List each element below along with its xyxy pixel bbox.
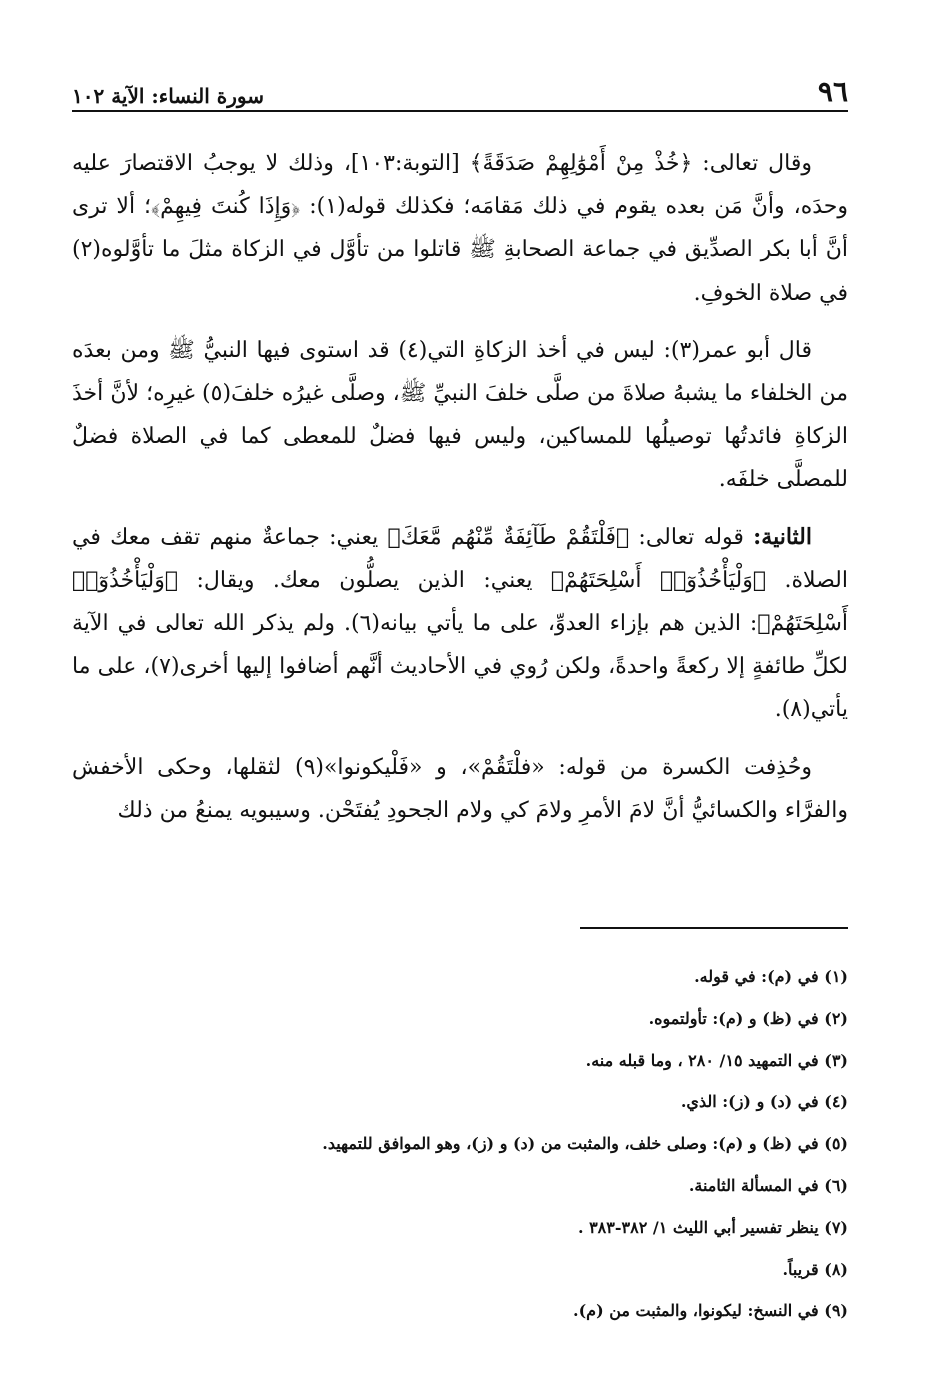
section-label: الثانية: <box>753 523 812 550</box>
footnote-3: (٣) في التمهيد ١٥/ ٢٨٠ ، وما قبله منه. <box>585 1050 848 1070</box>
footnote-7: (٧) ينظر تفسير أبي الليث ١/ ٣٨٢-٣٨٣ . <box>577 1217 848 1237</box>
footnote-4: (٤) في (د) و (ز): الذي. <box>680 1092 848 1112</box>
header-rule <box>72 110 848 112</box>
paragraph-4: وحُذِفت الكسرة من قوله: «فلْتَقُمْ»، و «فَلْيكونوا»(٩) لثقلها، وحكى الأخفش والفرَّاء والكسائيُّ أنَّ لامَ الأمرِ ولامَ كي ولام الجحودِ يُفتَحْن. وسيبويه يمنعُ من ذلك <box>72 754 848 823</box>
footnotes <box>72 956 848 1332</box>
page-header <box>72 68 848 108</box>
paragraph-1: وقال تعالى: ﴿خُذْ مِنْ أَمْوَٰلِهِمْ صَدَقَةً﴾ [التوبة:١٠٣]، وذلك لا يوجبُ الاقتصارَ عليه وحدَه، وأنَّ مَن بعده يقوم في ذلك مَقامَه؛ فكذلك قوله(١): ﴿وَإِذَا كُنتَ فِيهِمْ﴾؛ ألا ترى أنَّ أبا بكر الصدِّيق في جماعة الصحابةِ ﷺ قاتلوا من تأوَّل في الزكاة مثلَ ما تأوَّلوه(٢) في صلاة الخوفِ. <box>72 151 848 306</box>
paragraph-3 <box>72 516 848 732</box>
page-number: ٩٦ <box>817 75 848 108</box>
footnote-2: (٢) في (ظ) و (م): تأولتموه. <box>648 1008 848 1028</box>
footnote-rule <box>580 927 848 929</box>
footnote-1: (١) في (م): في قوله. <box>694 967 848 986</box>
footnote-5: (٥) في (ظ) و (م): وصلى خلف، والمثبت من (د) و (ز)، وهو الموافق للتمهيد. <box>322 1134 848 1154</box>
paragraph-3-text: قوله تعالى: ﴿فَلْتَقُمْ طَآئِفَةٌ مِّنْهُم مَّعَكَ﴾ يعني: جماعةٌ منهم تقف معك في الصلاة. ﴿وَلْيَأْخُذُوٓا۟ أَسْلِحَتَهُمْ﴾ يعني: الذين يصلُّون معك. ويقال: ﴿وَلْيَأْخُذُوٓا۟ أَسْلِحَتَهُمْ﴾: الذين هم بإزاء العدوِّ، على ما يأتي بيانه(٦). ولم يذكر الله تعالى في الآية لكلِّ طائفةٍ إلا ركعةً واحدةً، ولكن رُوي في الأحاديث أنَّهم أضافوا إليها أخرى(٧)، على ما يأتي(٨). <box>72 524 848 723</box>
main-text <box>72 142 848 846</box>
footnote-8: (٨) قريباً. <box>782 1259 848 1279</box>
footnote-6: (٦) في المسألة الثامنة. <box>688 1175 848 1195</box>
footnote-9: (٩) في النسخ: ليكونوا، والمثبت من (م). <box>573 1301 848 1321</box>
running-title: سورة النساء: الآية ١٠٢ <box>72 84 265 108</box>
paragraph-2: قال أبو عمر(٣): ليس في أخذ الزكاةِ التي(٤) قد استوى فيها النبيُّ ﷺ ومن بعدَه من الخلفاء ما يشبهُ صلاةَ من صلَّى خلفَ النبيِّ ﷺ، وصلَّى غيرُه خلفَ(٥) غيرِه؛ لأنَّ أخذَ الزكاةِ فائدتُها توصيلُها للمساكين، وليس فيها فضلٌ للمعطى كما في الصلاة فضلٌ للمصلَّى خلفَه. <box>72 337 849 493</box>
